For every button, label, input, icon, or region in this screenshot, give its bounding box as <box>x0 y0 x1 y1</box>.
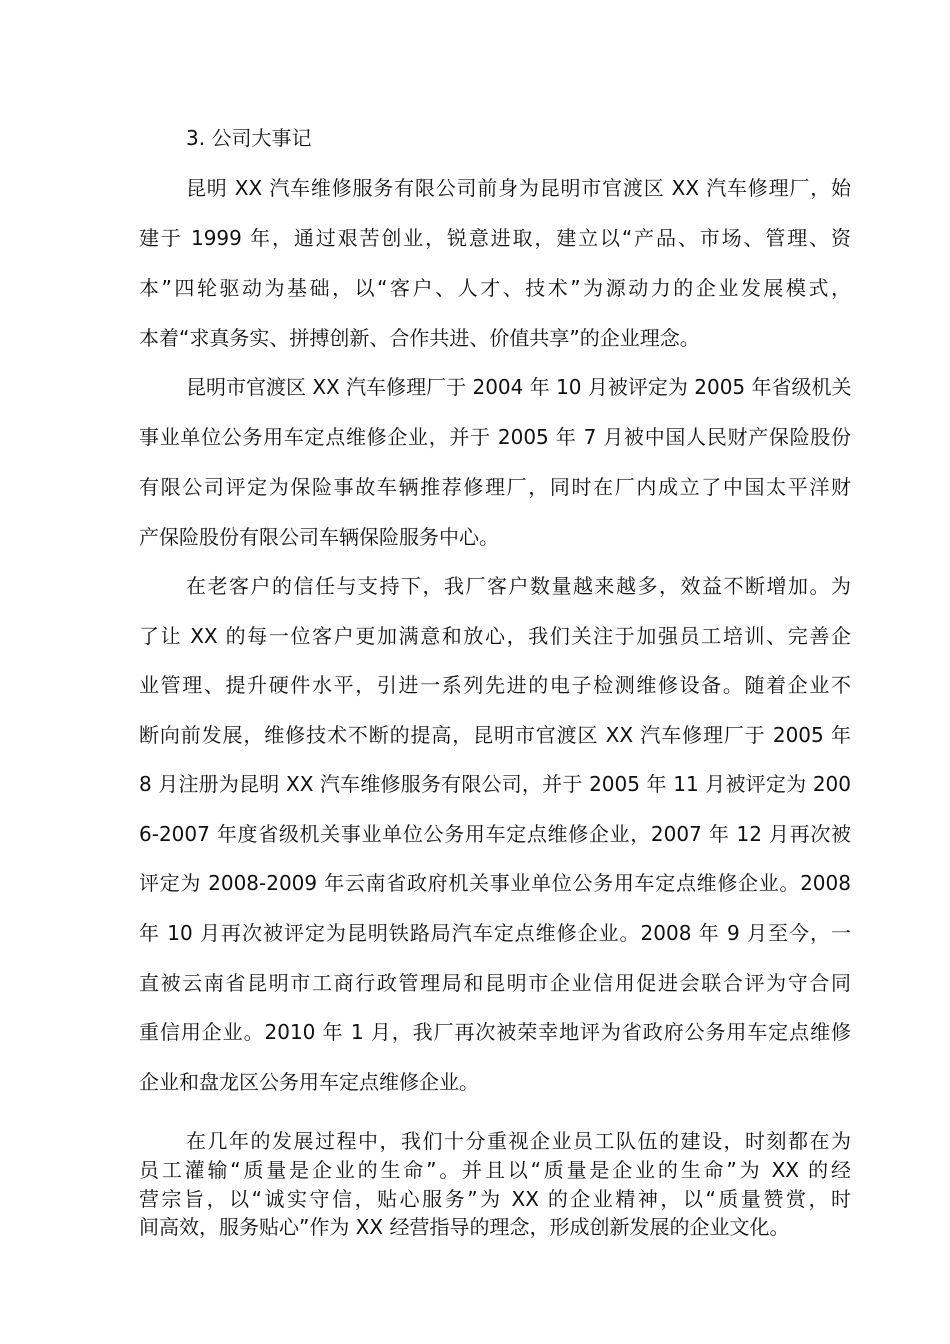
paragraph-line: 了让 XX 的每一位客户更加满意和放心，我们关注于加强员工培训、完善企 <box>139 624 851 648</box>
paragraph-line: 有限公司评定为保险事故车辆推荐修理厂，同时在厂内成立了中国太平洋财 <box>139 475 851 499</box>
paragraph-line: 本着“求真务实、拼搏创新、合作共进、价值共享”的企业理念。 <box>139 326 700 350</box>
paragraph-line: 间高效，服务贴心”作为 XX 经营指导的理念，形成创新发展的企业文化。 <box>139 1215 790 1239</box>
paragraph-line: 断向前发展，维修技术不断的提高，昆明市官渡区 XX 汽车修理厂于 2005 年 <box>139 723 851 747</box>
paragraph-line: 建于 1999 年，通过艰苦创业，锐意进取，建立以“产品、市场、管理、资 <box>139 226 851 250</box>
paragraph-line: 事业单位公务用车定点维修企业，并于 2005 年 7 月被中国人民财产保险股份 <box>139 425 851 449</box>
paragraph-line: 本”四轮驱动为基础，以“客户、人才、技术”为源动力的企业发展模式， <box>139 276 851 300</box>
paragraph-line: 评定为 2008-2009 年云南省政府机关事业单位公务用车定点维修企业。2008 <box>139 871 851 895</box>
paragraph-line: 营宗旨，以“诚实守信，贴心服务”为 XX 的企业精神，以“质量赞赏，时 <box>139 1187 851 1211</box>
paragraph-line: 企业和盘龙区公务用车定点维修企业。 <box>139 1070 479 1094</box>
paragraph-line: 在老客户的信任与支持下，我厂客户数量越来越多，效益不断增加。为 <box>186 574 851 598</box>
section-heading: 3. 公司大事记 <box>186 126 312 150</box>
paragraph-line: 重信用企业。2010 年 1 月，我厂再次被荣幸地评为省政府公务用车定点维修 <box>139 1020 851 1044</box>
paragraph-line: 6-2007 年度省级机关事业单位公务用车定点维修企业，2007 年 12 月再次被 <box>139 822 851 846</box>
paragraph-line: 直被云南省昆明市工商行政管理局和昆明市企业信用促进会联合评为守合同 <box>139 971 851 995</box>
paragraph-line: 昆明 XX 汽车维修服务有限公司前身为昆明市官渡区 XX 汽车修理厂，始 <box>186 176 851 200</box>
paragraph-line: 在几年的发展过程中，我们十分重视企业员工队伍的建设，时刻都在为 <box>186 1129 851 1153</box>
paragraph-line: 产保险股份有限公司车辆保险服务中心。 <box>139 525 499 549</box>
paragraph-line: 8 月注册为昆明 XX 汽车维修服务有限公司，并于 2005 年 11 月被评定为 200 <box>139 772 851 796</box>
paragraph-line: 年 10 月再次被评定为昆明铁路局汽车定点维修企业。2008 年 9 月至今，一 <box>139 921 851 945</box>
paragraph-line: 业管理、提升硬件水平，引进一系列先进的电子检测维修设备。随着企业不 <box>139 673 851 697</box>
paragraph-line: 员工灌输“质量是企业的生命”。并且以“质量是企业的生命”为 XX 的经 <box>139 1158 851 1182</box>
paragraph-line: 昆明市官渡区 XX 汽车修理厂于 2004 年 10 月被评定为 2005 年省级机关 <box>186 375 852 399</box>
